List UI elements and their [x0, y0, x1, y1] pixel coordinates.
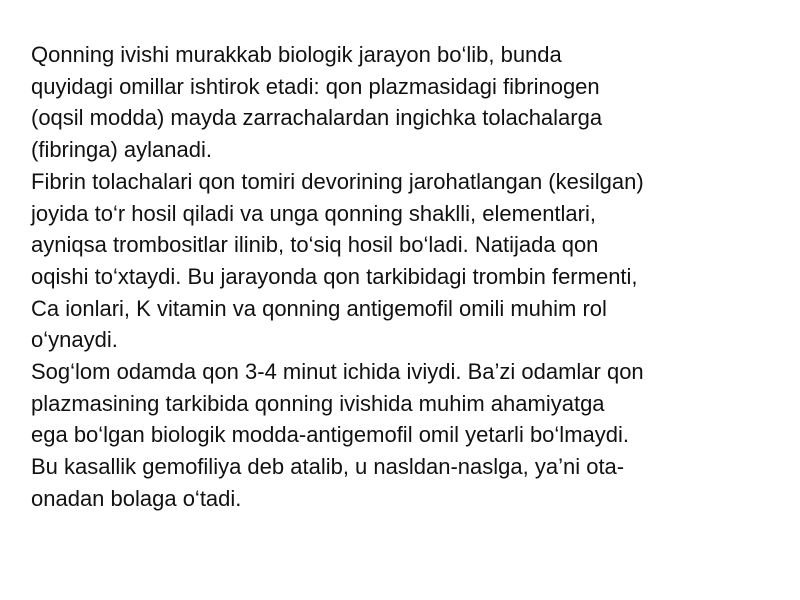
text-line: Qonning ivishi murakkab biologik jarayon bo‘lib, bunda	[31, 42, 562, 67]
body-text	[31, 39, 776, 515]
text-line: Fibrin tolachalari qon tomiri devorining jarohatlangan (kesilgan)	[31, 168, 644, 194]
text-line: Ca ionlari, K vitamin va qonning antigemofil omili muhim rol	[31, 295, 607, 321]
text-line: quyidagi omillar ishtirok etadi: qon plazmasidagi fibrinogen	[31, 73, 600, 99]
text-line: o‘ynaydi.	[31, 327, 118, 353]
text-line: (oqsil modda) mayda zarrachalardan ingichka tolachalarga	[31, 105, 603, 131]
text-line: Sog‘lom odamda qon 3-4 minut ichida iviydi. Ba’zi odamlar qon	[31, 359, 644, 385]
text-line: onadan bolaga o‘tadi.	[31, 485, 242, 511]
text-line: plazmasining tarkibida qonning ivishida muhim ahamiyatga	[31, 390, 605, 416]
text-line: oqishi to‘xtaydi. Bu jarayonda qon tarkibidagi trombin fermenti,	[31, 263, 638, 289]
text-line: Bu kasallik gemofiliya deb atalib, u nasldan-naslga, ya’ni ota-	[31, 454, 625, 480]
text-line: ayniqsa trombositlar ilinib, to‘siq hosil bo‘ladi. Natijada qon	[31, 232, 599, 258]
text-line: ega bo‘lgan biologik modda-antigemofil omil yetarli bo‘lmaydi.	[31, 422, 629, 448]
text-line: (fibringa) aylanadi.	[31, 137, 212, 163]
text-line: joyida to‘r hosil qiladi va unga qonning shaklli, elementlari,	[31, 200, 596, 226]
